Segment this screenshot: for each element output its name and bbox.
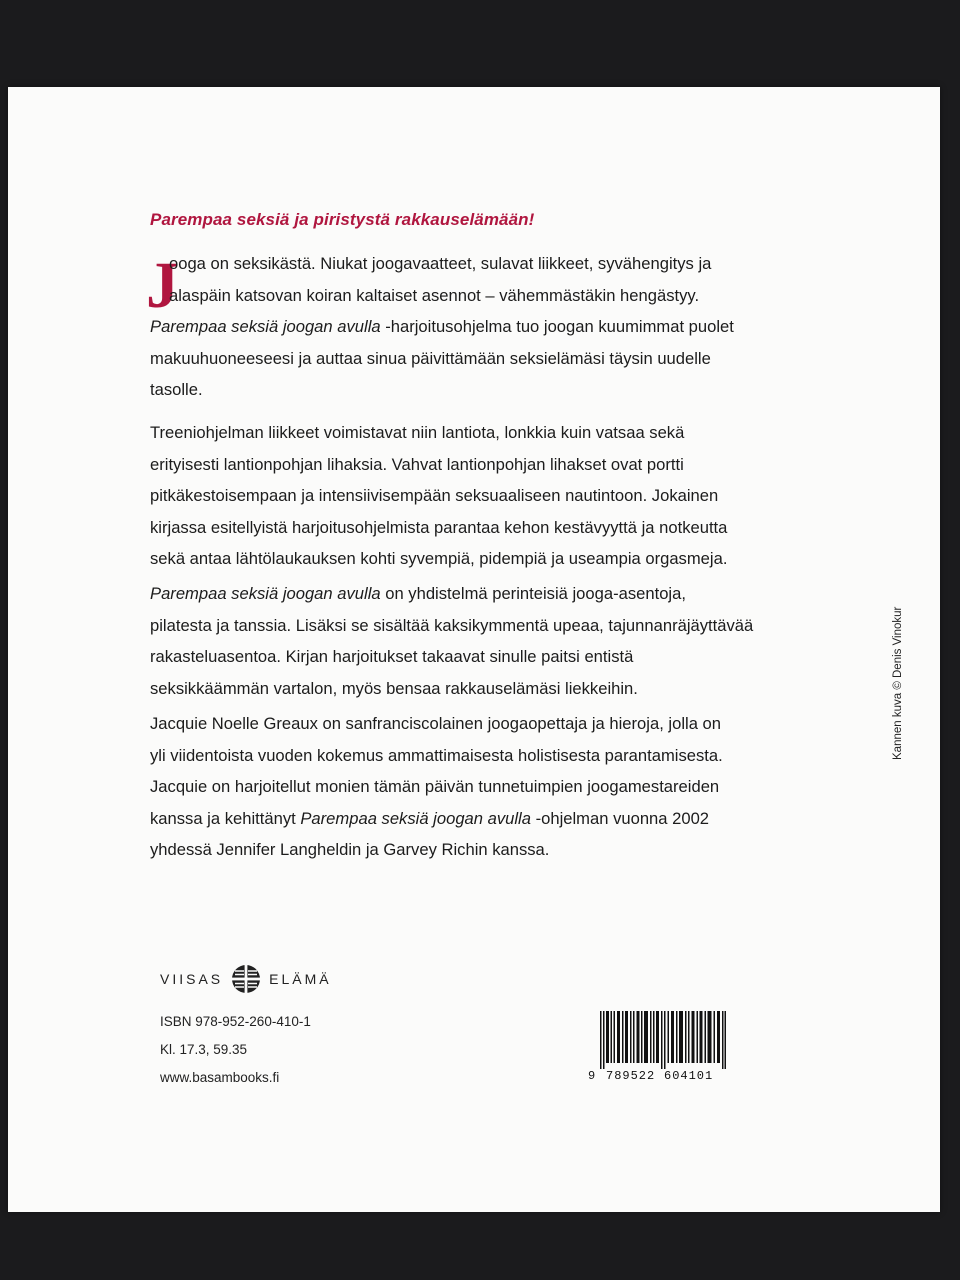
- p4-line-2: yli viidentoista vuoden kokemus ammattimaisesta holistisesta parantamisesta.: [150, 745, 723, 765]
- p3-line-2: pilatesta ja tanssia. Lisäksi se sisältää kaksikymmentä upeaa, tajunnanräjäyttävää: [150, 615, 754, 635]
- book-title-italic: Parempaa seksiä joogan avulla: [150, 317, 381, 336]
- isbn-barcode: [588, 1011, 728, 1081]
- barcode-digit-group-2: 604101: [664, 1069, 714, 1083]
- classification-text: Kl. 17.3, 59.35: [160, 1042, 248, 1057]
- barcode-digit-group-1: 789522: [606, 1069, 656, 1083]
- publisher-name-right: ELÄMÄ: [269, 971, 332, 987]
- publisher-emblem-icon: [231, 964, 261, 994]
- p4-line-1: Jacquie Noelle Greaux on sanfranciscolainen joogaopettaja ja hieroja, jolla on: [150, 714, 722, 733]
- paragraph-1: [150, 248, 760, 406]
- p1-line-3: [150, 311, 760, 343]
- book-title-italic: Parempaa seksiä joogan avulla: [150, 584, 381, 603]
- p2-line-5: sekä antaa lähtölaukauksen kohti syvempiä, pidempiä ja useampia orgasmeja.: [150, 549, 728, 568]
- p4-line-4: [150, 803, 760, 835]
- p3-line-4: seksikkäämmän vartalon, myös bensaa rakkauselämäsi liekkeihin.: [150, 678, 638, 698]
- p4-line-4-end: -ohjelman vuonna 2002: [530, 808, 710, 828]
- p2-line-3: pitkäkestoisempaan ja intensiivisempään seksuaaliseen nautintoon. Jokainen: [150, 486, 719, 505]
- p3-line-3: rakasteluasentoa. Kirjan harjoitukset takaavat sinulle paitsi entistä: [150, 647, 634, 666]
- barcode-bars-icon: [600, 1011, 726, 1069]
- barcode-digits: [588, 1069, 728, 1085]
- publisher-url: www.basambooks.fi: [160, 1070, 280, 1085]
- p2-line-1: Treeniohjelman liikkeet voimistavat niin lantiota, lonkkia kuin vatsaa sekä: [150, 423, 685, 442]
- headline: Parempaa seksiä ja piristystä rakkauselämään!: [150, 210, 535, 229]
- p4-line-5: yhdessä Jennifer Langheldin ja Garvey Richin kanssa.: [150, 840, 550, 859]
- p3-line-1-rest: on yhdistelmä perinteisiä jooga-asentoja,: [380, 584, 686, 603]
- p1-line-1: ooga on seksikästä. Niukat joogavaatteet, sulavat liikkeet, syvähengitys ja: [169, 254, 712, 273]
- p4-line-3: Jacquie on harjoitellut monien tämän päivän tunnetuimpien joogamestareiden: [150, 777, 720, 796]
- isbn-text: ISBN 978-952-260-410-1: [160, 1014, 311, 1029]
- p1-line-2: alaspäin katsovan koiran kaltaiset asennot – vähemmästäkin hengästyy.: [169, 285, 700, 305]
- publisher-name-left: VIISAS: [160, 971, 224, 987]
- p1-line-3-rest: -harjoitusohjelma tuo joogan kuumimmat puolet: [380, 317, 734, 336]
- publisher-logo: [160, 964, 332, 994]
- p2-line-4: kirjassa esitellyistä harjoitusohjelmista parantaa kehon kestävyyttä ja notkeutta: [150, 517, 728, 537]
- drop-cap: J: [146, 249, 179, 322]
- p3-line-1: [150, 578, 760, 610]
- paragraph-3: [150, 578, 760, 704]
- cover-photo-credit: Kannen kuva © Denis Vinokur: [892, 606, 904, 760]
- paragraph-4: [150, 708, 760, 866]
- book-title-italic: Parempaa seksiä joogan avulla: [300, 808, 531, 828]
- barcode-digit-prefix: 9: [588, 1069, 596, 1083]
- p1-line-4: makuuhuoneeseesi ja auttaa sinua päivittämään seksielämäsi täysin uudelle: [150, 348, 711, 368]
- p2-line-2: erityisesti lantionpohjan lihaksia. Vahvat lantionpohjan lihakset ovat portti: [150, 454, 684, 474]
- p1-line-5: tasolle.: [150, 380, 203, 399]
- paragraph-2: [150, 417, 760, 575]
- p4-line-4-start: kanssa ja kehittänyt: [150, 808, 301, 828]
